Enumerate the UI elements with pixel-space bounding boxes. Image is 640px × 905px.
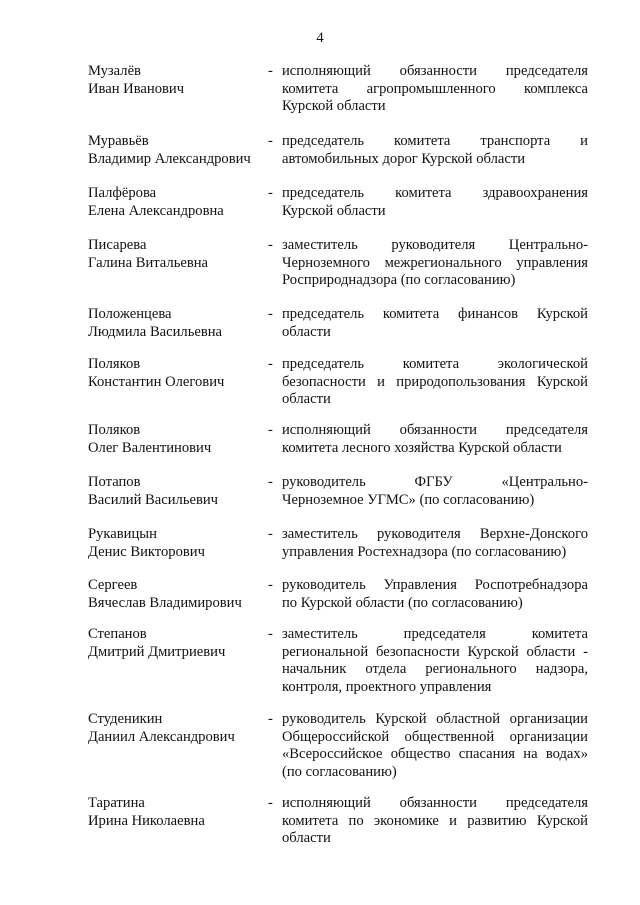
dash-separator: -	[268, 63, 273, 79]
dash-separator: -	[268, 185, 273, 201]
member-role: заместитель руководителя Верхне-Донского управления Ростехнадзора (по согласованию)	[282, 526, 588, 560]
member-name: Потапов Василий Васильевич	[88, 474, 219, 508]
member-role: руководитель ФГБУ «Центрально- Черноземное УГМС» (по согласованию)	[282, 474, 588, 508]
member-name: Студеникин Даниил Александрович	[88, 711, 235, 745]
member-name: Сергеев Вячеслав Владимирович	[88, 577, 242, 611]
member-role: исполняющий обязанности председателя комитета по экономике и развитию Курской области	[282, 795, 588, 847]
dash-separator: -	[268, 237, 273, 253]
member-role: руководитель Управления Роспотребнадзора по Курской области (по согласованию)	[282, 577, 588, 611]
member-role: председатель комитета транспорта и автомобильных дорог Курской области	[282, 133, 588, 167]
dash-separator: -	[268, 356, 273, 372]
member-name: Писарева Галина Витальевна	[88, 237, 209, 271]
dash-separator: -	[268, 795, 273, 811]
dash-separator: -	[268, 577, 273, 593]
dash-separator: -	[268, 626, 273, 642]
dash-separator: -	[268, 526, 273, 542]
member-role: председатель комитета экологической безопасности и природопользования Курской области	[282, 356, 588, 408]
member-role: председатель комитета финансов Курской области	[282, 306, 588, 340]
dash-separator: -	[268, 711, 273, 727]
member-name: Муравьёв Владимир Александрович	[88, 133, 251, 167]
dash-separator: -	[268, 133, 273, 149]
member-name: Положенцева Людмила Васильевна	[88, 306, 223, 340]
member-role: председатель комитета здравоохранения Курской области	[282, 185, 588, 219]
member-name: Музалёв Иван Иванович	[88, 63, 185, 97]
member-name: Степанов Дмитрий Дмитриевич	[88, 626, 226, 660]
member-name: Рукавицын Денис Викторович	[88, 526, 205, 560]
member-role: руководитель Курской областной организации Общероссийской общественной организации «Всероссийское общество спасания на водах» (по согласованию)	[282, 711, 588, 780]
member-role: заместитель руководителя Центрально- Черноземного межрегионального управления Росприроднадзора (по согласованию)	[282, 237, 588, 289]
member-name: Поляков Олег Валентинович	[88, 422, 212, 456]
member-role: исполняющий обязанности председателя комитета лесного хозяйства Курской области	[282, 422, 588, 456]
member-name: Поляков Константин Олегович	[88, 356, 225, 390]
dash-separator: -	[268, 422, 273, 438]
member-role: заместитель председателя комитета региональной безопасности Курской области - начальник отдела регионального надзора, контроля, проектного управления	[282, 626, 588, 695]
member-name: Таратина Ирина Николаевна	[88, 795, 205, 829]
page-number: 4	[316, 30, 324, 46]
dash-separator: -	[268, 474, 273, 490]
member-role: исполняющий обязанности председателя комитета агропромышленного комплекса Курской области	[282, 63, 588, 115]
dash-separator: -	[268, 306, 273, 322]
member-name: Палфёрова Елена Александровна	[88, 185, 224, 219]
